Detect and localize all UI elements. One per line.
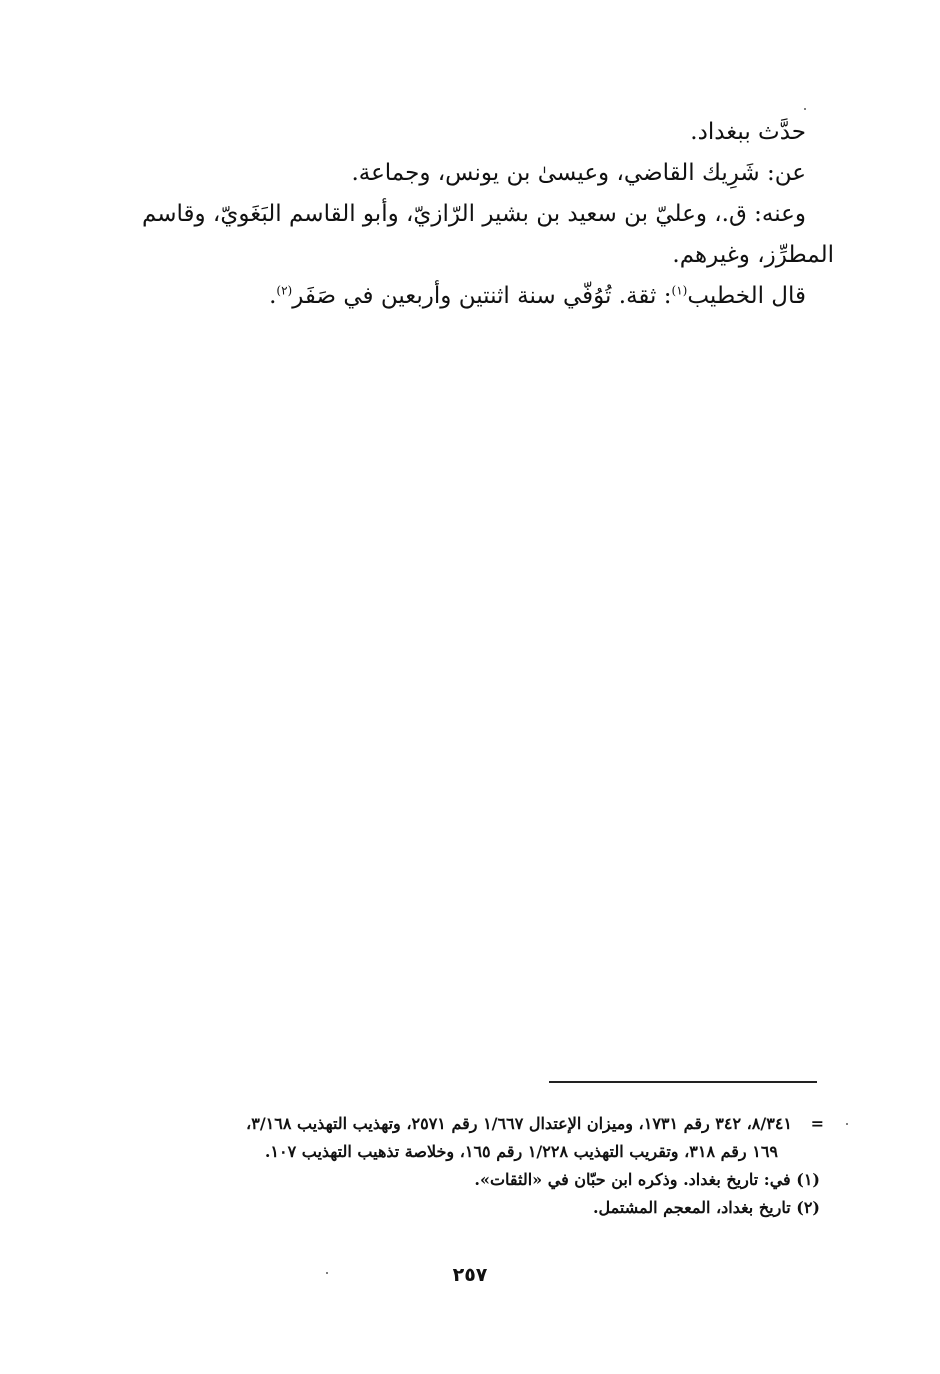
page-number: ٢٥٧ [452,1264,488,1286]
khatib-text-start: قال الخطيب [687,283,806,309]
footnote-2 [108,1194,824,1222]
footnote-continuation-line2: ١٦٩ رقم ٣١٨، وتقريب التهذيب ١/٢٢٨ رقم ١٦٥، وخلاصة تذهيب التهذيب ١٠٧. [264,1142,778,1161]
footnote-2-text: تاريخ بغداد، المعجم المشتمل. [592,1198,791,1217]
footnote-ref-1: (١) [671,283,688,298]
footnote-continuation-line1 [108,1110,824,1138]
body-line-students-cont: المطرِّز، وغيرهم. [672,242,834,268]
continuation-text-1: ٨/٣٤١، ٣٤٢ رقم ١٧٣١، وميزان الإعتدال ١/٦٦٧ رقم ٢٥٧١، وتهذيب التهذيب ٣/١٦٨، [246,1114,792,1133]
scan-speck [804,108,806,110]
main-text [108,112,834,317]
body-line-narrated: حدَّث ببغداد. [690,119,806,145]
footnote-2-number: (٢) [796,1198,820,1217]
body-line-teachers: عن: شَرِيك القاضي، وعيسىٰ بن يونس، وجماعة. [351,160,806,186]
footnote-ref-2: (٢) [276,283,293,298]
scan-speck [326,1272,328,1274]
scan-speck [846,1123,848,1125]
khatib-text-mid: : ثقة. تُوُفّي سنة اثنتين وأربعين في صَفَر [292,283,672,309]
footnote-divider [549,1081,817,1083]
footnote-1-number: (١) [796,1170,820,1189]
khatib-text-end: . [269,283,277,309]
body-line-khatib [108,276,834,317]
footnotes-section [108,1110,824,1222]
footnote-1 [108,1166,824,1194]
body-line-students [108,194,834,235]
continuation-marker: = [810,1114,824,1133]
footnote-1-text: في: تاريخ بغداد. وذكره ابن حبّان في «الثقات». [474,1170,791,1189]
body-line-students-part1: وعنه: ق.، وعليّ بن سعيد بن بشير الرّازيّ، وأبو القاسم البَغَويّ، وقاسم [141,201,806,227]
